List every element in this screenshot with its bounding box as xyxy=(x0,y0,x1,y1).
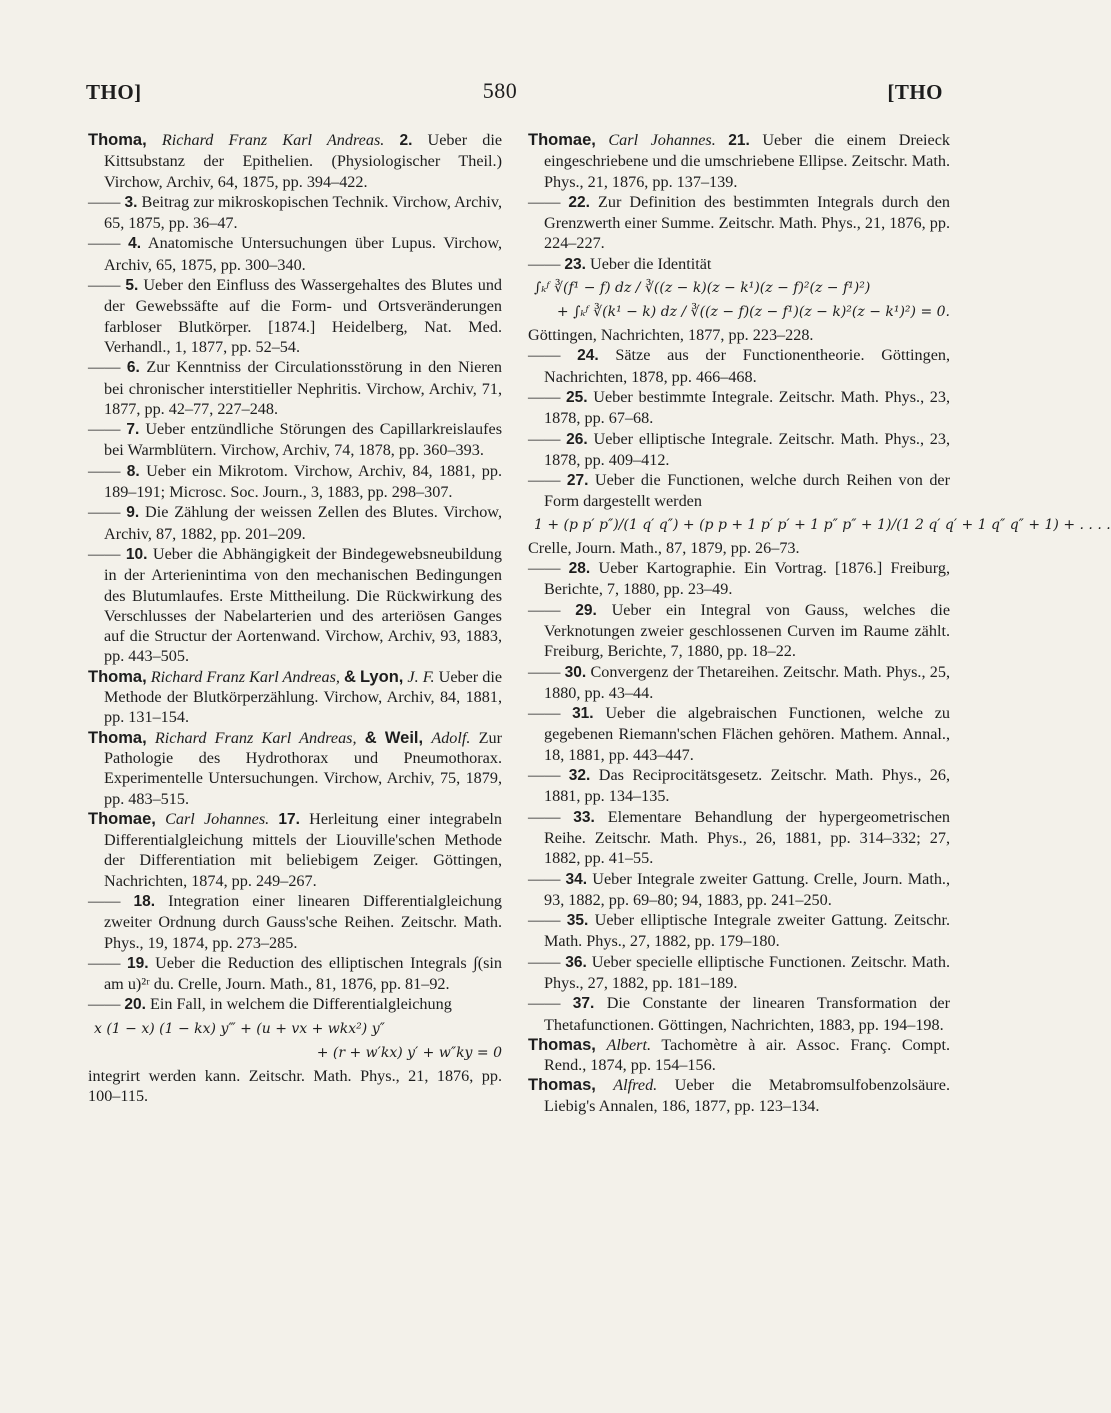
entry-text: Crelle, Journ. Math., 87, 1879, pp. 26–73. xyxy=(528,538,800,557)
entry-text: Ueber die Reduction des elliptischen Integrals ∫(sin am u)²ʳ du. Crelle, Journ. Math., 81, 1876, pp. 81–92. xyxy=(104,953,503,994)
ditto-dash: —— xyxy=(528,254,561,273)
ditto-dash: —— xyxy=(528,559,561,578)
entry-text: Ueber die Abhängigkeit der Bindegewebsneubildung in der Arterienintima von den mechanischen Bedingungen des Blutumlaufes. Erste Mittheilung. Die Rückwirkung des Verschlusses der Nabelarterien und des arteriösen Ganges auf die Structur der Aortenwand. Virchow, Archiv, 93, 1883, pp. 443–505. xyxy=(104,544,502,666)
entry-number: 26. xyxy=(566,430,588,448)
bibliography-entry xyxy=(528,470,950,512)
ditto-dash: —— xyxy=(528,471,561,490)
entry-text: Ueber elliptische Integrale. Zeitschr. Math. Phys., 23, 1878, pp. 409–412. xyxy=(544,429,951,469)
bibliography-entry xyxy=(528,558,950,600)
continuation-text xyxy=(88,1066,502,1107)
author-surname: Thomas, xyxy=(528,1076,596,1095)
ditto-dash: —— xyxy=(528,869,561,888)
ditto-dash: —— xyxy=(88,358,121,377)
bibliography-entry xyxy=(88,461,502,503)
entry-number: 21. xyxy=(728,132,750,149)
continuation-text xyxy=(528,538,950,558)
author-given-names: Albert. xyxy=(606,1035,652,1054)
entry-number: 27. xyxy=(566,472,589,490)
bibliography-entry xyxy=(88,891,502,953)
entry-text: Zur Kenntniss der Circulationsstörung in den Nieren bei chronischer interstitieller Nephritis. Virchow, Archiv, 71, 1877, pp. 42–77, 227–248. xyxy=(104,358,503,418)
entry-text: Ueber die Functionen, welche durch Reihen von der Form dargestellt werden xyxy=(544,471,950,511)
entry-text: Ueber die algebraischen Functionen, welche zu gegebenen Riemann'schen Flächen gehören. Mathem. Annal., 18, 1881, pp. 443–447. xyxy=(544,704,951,764)
ditto-dash: —— xyxy=(528,952,561,971)
entry-number: 17. xyxy=(278,810,300,828)
ditto-dash: —— xyxy=(88,995,121,1014)
bibliography-entry xyxy=(528,703,950,765)
ditto-dash: —— xyxy=(528,994,561,1013)
entry-number: 5. xyxy=(125,277,139,295)
entry-number: 36. xyxy=(565,953,587,971)
ditto-dash: —— xyxy=(528,387,561,406)
entry-text: Herleitung einer integrabeln Differentialgleichung mittels der Liouville'schen Methode der Differentiation mit beliebigem Zeiger. Göttingen, Nachrichten, 1874, pp. 249–267. xyxy=(104,809,502,890)
bibliography-entry xyxy=(88,275,502,357)
entry-text: Die Zählung der weissen Zellen des Blutes. Virchow, Archiv, 87, 1882, pp. 201–209. xyxy=(104,503,502,543)
bibliography-entry xyxy=(88,419,502,461)
entry-text: Ueber die Metabromsulfobenzolsäure. Liebig's Annalen, 186, 1877, pp. 123–134. xyxy=(544,1076,950,1115)
entry-text: Ein Fall, in welchem die Differentialgleichung xyxy=(150,995,452,1014)
entry-number: 35. xyxy=(566,912,589,930)
entry-text: Anatomische Untersuchungen über Lupus. Virchow, Archiv, 65, 1875, pp. 300–340. xyxy=(104,234,503,274)
entry-number: 23. xyxy=(564,255,586,273)
entry-text: integrirt werden kann. Zeitschr. Math. Phys., 21, 1876, pp. 100–115. xyxy=(88,1066,502,1106)
bibliography-entry xyxy=(528,192,950,254)
entry-text: Ueber ein Mikrotom. Virchow, Archiv, 84, 1881, pp. 189–191; Microsc. Soc. Journ., 3, 1883, pp. 298–307. xyxy=(104,461,502,502)
entry-number: 28. xyxy=(568,560,591,578)
entry-text: Integration einer linearen Differentialgleichung zweiter Ordnung durch Gauss'sche Reihen. Zeitschr. Math. Phys., 19, 1874, pp. 273–285. xyxy=(104,891,503,952)
right-column xyxy=(528,130,1111,1116)
entry-text: Ueber Integrale zweiter Gattung. Crelle, Journ. Math., 93, 1882, pp. 69–80; 94, 1883, pp. 241–250. xyxy=(544,869,951,909)
bibliography-entry xyxy=(528,345,950,387)
bibliography-entry xyxy=(528,387,950,429)
bibliography-entry xyxy=(528,254,950,275)
formula: 1 + (p p′ p″)/(1 q′ q″) + (p p + 1 p′ p′ + 1 p″ p″ + 1)/(1 2 q′ q′ + 1 q″ q″ + 1) + . . . . xyxy=(534,516,1111,533)
entry-text: Ueber elliptische Integrale zweiter Gattung. Zeitschr. Math. Phys., 27, 1882, pp. 179–180. xyxy=(544,911,951,951)
bibliography-entry xyxy=(88,728,502,809)
bibliography-entry xyxy=(88,809,502,891)
coauthor-surname: Weil, xyxy=(384,728,424,747)
entry-text: Zur Definition des bestimmten Integrals durch den Grenzwerth einer Summe. Zeitschr. Math. Phys., 21, 1876, pp. 224–227. xyxy=(544,192,951,253)
entry-text: Sätze aus der Functionentheorie. Göttingen, Nachrichten, 1878, pp. 466–468. xyxy=(544,346,951,386)
entry-text: Beitrag zur mikroskopischen Technik. Virchow, Archiv, 65, 1875, pp. 36–47. xyxy=(104,192,503,233)
bibliography-entry xyxy=(88,667,502,728)
bibliography-entry xyxy=(528,765,950,807)
author-given-names: Alfred. xyxy=(613,1076,658,1095)
bibliography-entry xyxy=(88,233,502,275)
author-surname: Thomae, xyxy=(88,809,156,828)
entry-text: Die Constante der linearen Transformation der Thetafunctionen. Göttingen, Nachrichten, 1883, pp. 194–198. xyxy=(544,994,951,1034)
ditto-dash: —— xyxy=(528,346,561,365)
bibliography-entry xyxy=(528,600,950,662)
entry-number: 30. xyxy=(564,663,587,681)
entry-text: Ueber bestimmte Integrale. Zeitschr. Math. Phys., 23, 1878, pp. 67–68. xyxy=(544,387,951,428)
ditto-dash: —— xyxy=(528,766,561,785)
ampersand: & xyxy=(364,728,377,747)
author-given-names: Richard Franz Karl Andreas, xyxy=(150,667,340,686)
coauthor-surname: Lyon, xyxy=(359,667,404,686)
bibliography-entry xyxy=(528,1035,950,1076)
formula: + ∫ₖᶠ ∛(k¹ − k) dz / ∛((z − f)(z − f¹)(z − k)²(z − k¹)²) = 0. xyxy=(556,304,950,321)
bibliography-entry xyxy=(528,993,950,1035)
author-surname: Thoma, xyxy=(88,728,147,747)
bibliography-entry xyxy=(528,662,950,704)
ditto-dash: —— xyxy=(528,662,561,681)
running-head-right: [THO xyxy=(887,80,943,104)
entry-number: 10. xyxy=(125,545,148,563)
bibliography-entry xyxy=(528,952,950,994)
entry-number: 19. xyxy=(126,954,149,972)
author-given-names: Carl Johannes. xyxy=(165,809,270,828)
entry-text: Tachomètre à air. Assoc. Franç. Compt. Rend., 1874, pp. 154–156. xyxy=(544,1035,950,1075)
bibliography-entry xyxy=(528,807,950,869)
ditto-dash: —— xyxy=(88,503,121,522)
ditto-dash: —— xyxy=(88,234,121,253)
entry-text: Göttingen, Nachrichten, 1877, pp. 223–228. xyxy=(528,326,814,345)
entry-text: Ueber die Identität xyxy=(590,254,712,273)
entry-number: 6. xyxy=(126,359,140,377)
ditto-dash: —— xyxy=(528,911,561,930)
entry-number: 3. xyxy=(124,193,138,211)
ditto-dash: —— xyxy=(88,276,121,295)
left-column xyxy=(88,130,502,1106)
entry-text: Ueber den Einfluss des Wassergehaltes des Blutes und der Gewebssäfte auf die Form- und Ortsveränderungen farbloser Blutkörper. [1874.] Heidelberg, Nat. Med. Verhandl., 1, 1877, pp. 52–54. xyxy=(104,276,503,356)
author-surname: Thoma, xyxy=(88,131,147,149)
entry-number: 9. xyxy=(126,504,140,522)
formula: ∫ₖᶠ ∛(f¹ − f) dz / ∛((z − k)(z − k¹)(z − f)²(z − f¹)²) xyxy=(534,280,871,297)
entry-text: Ueber die einem Dreieck eingeschriebene und die umschriebene Ellipse. Zeitschr. Math. Phys., 21, 1876, pp. 137–139. xyxy=(544,131,950,191)
entry-number: 18. xyxy=(133,892,156,910)
bibliography-entry xyxy=(88,357,502,419)
entry-text: Ueber die Kittsubstanz der Epithelien. (Physiologischer Theil.) Virchow, Archiv, 64, 1875, pp. 394–422. xyxy=(104,131,503,191)
ditto-dash: —— xyxy=(88,953,121,972)
ditto-dash: —— xyxy=(528,192,561,211)
ditto-dash: —— xyxy=(88,192,121,211)
bibliography-entry xyxy=(528,869,950,911)
ditto-dash: —— xyxy=(88,461,121,480)
author-surname: Thomae, xyxy=(528,131,596,149)
entry-number: 20. xyxy=(124,996,146,1014)
entry-number: 4. xyxy=(128,235,142,253)
ditto-dash: —— xyxy=(528,600,561,619)
coauthor-given-names: Adolf. xyxy=(431,728,471,747)
entry-text: Das Reciprocitätsgesetz. Zeitschr. Math. Phys., 26, 1881, pp. 134–135. xyxy=(544,766,951,806)
entry-number: 33. xyxy=(573,808,595,826)
ampersand: & xyxy=(343,667,356,686)
bibliography-entry xyxy=(88,994,502,1015)
author-given-names: Richard Franz Karl Andreas. xyxy=(161,131,385,149)
bibliography-entry xyxy=(88,502,502,544)
running-head-left: THO] xyxy=(86,80,142,104)
ditto-dash: —— xyxy=(528,429,561,448)
ditto-dash: —— xyxy=(88,544,121,563)
entry-number: 34. xyxy=(565,870,588,888)
author-given-names: Richard Franz Karl Andreas, xyxy=(154,728,357,747)
entry-number: 29. xyxy=(575,601,597,619)
author-surname: Thoma, xyxy=(88,667,147,686)
entry-text: Ueber entzündliche Störungen des Capillarkreislaufes bei Warmblütern. Virchow, Archiv, 74, 1878, pp. 360–393. xyxy=(104,420,503,460)
entry-number: 8. xyxy=(126,462,140,480)
ditto-dash: —— xyxy=(88,420,121,439)
entry-number: 2. xyxy=(399,132,413,149)
entry-text: Elementare Behandlung der hypergeometrischen Reihe. Zeitschr. Math. Phys., 26, 1881, pp. 314–332; 27, 1882, pp. 41–55. xyxy=(544,807,950,868)
entry-text: Ueber specielle elliptische Functionen. Zeitschr. Math. Phys., 27, 1882, pp. 181–189. xyxy=(544,952,951,992)
coauthor-given-names: J. F. xyxy=(407,667,435,686)
formula: x (1 − x) (1 − kx) y‴ + (u + vx + wkx²) y″ xyxy=(94,1020,385,1037)
entry-number: 37. xyxy=(572,995,595,1013)
bibliography-entry xyxy=(528,130,950,192)
entry-text: Ueber Kartographie. Ein Vortrag. [1876.] Freiburg, Berichte, 7, 1880, pp. 23–49. xyxy=(544,559,951,599)
entry-text: Convergenz der Thetareihen. Zeitschr. Math. Phys., 25, 1880, pp. 43–44. xyxy=(544,662,951,702)
author-surname: Thomas, xyxy=(528,1035,596,1054)
ditto-dash: —— xyxy=(528,704,561,723)
ditto-dash: —— xyxy=(528,807,561,826)
entry-number: 22. xyxy=(568,193,590,211)
bibliography-entry xyxy=(88,953,502,995)
bibliography-entry xyxy=(88,544,502,667)
entry-number: 31. xyxy=(572,705,594,723)
entry-text: Ueber die Methode der Blutkörperzählung. Virchow, Archiv, 84, 1881, pp. 131–154. xyxy=(104,667,503,727)
bibliography-entry xyxy=(528,910,950,952)
entry-number: 24. xyxy=(577,347,599,365)
formula: + (r + w′kx) y′ + w″ky = 0 xyxy=(316,1044,502,1061)
entry-number: 25. xyxy=(566,388,588,406)
entry-text: Zur Pathologie des Hydrothorax und Pneumothorax. Experimentelle Untersuchungen. Virchow, Archiv, 75, 1879, pp. 483–515. xyxy=(104,728,503,808)
entry-text: Ueber ein Integral von Gauss, welches die Verknotungen zweier geschlossenen Curven im Raume zählt. Freiburg, Berichte, 7, 1880, pp. 18–22. xyxy=(544,600,950,661)
author-given-names: Carl Johannes. xyxy=(608,131,716,149)
page-number: 580 xyxy=(482,78,518,103)
bibliography-entry xyxy=(88,130,502,192)
bibliography-entry xyxy=(528,1075,950,1116)
bibliography-entry xyxy=(88,192,502,234)
bibliography-entry xyxy=(528,429,950,471)
entry-number: 32. xyxy=(568,767,591,785)
ditto-dash: —— xyxy=(88,891,121,910)
continuation-text xyxy=(528,325,950,345)
entry-number: 7. xyxy=(126,421,140,439)
